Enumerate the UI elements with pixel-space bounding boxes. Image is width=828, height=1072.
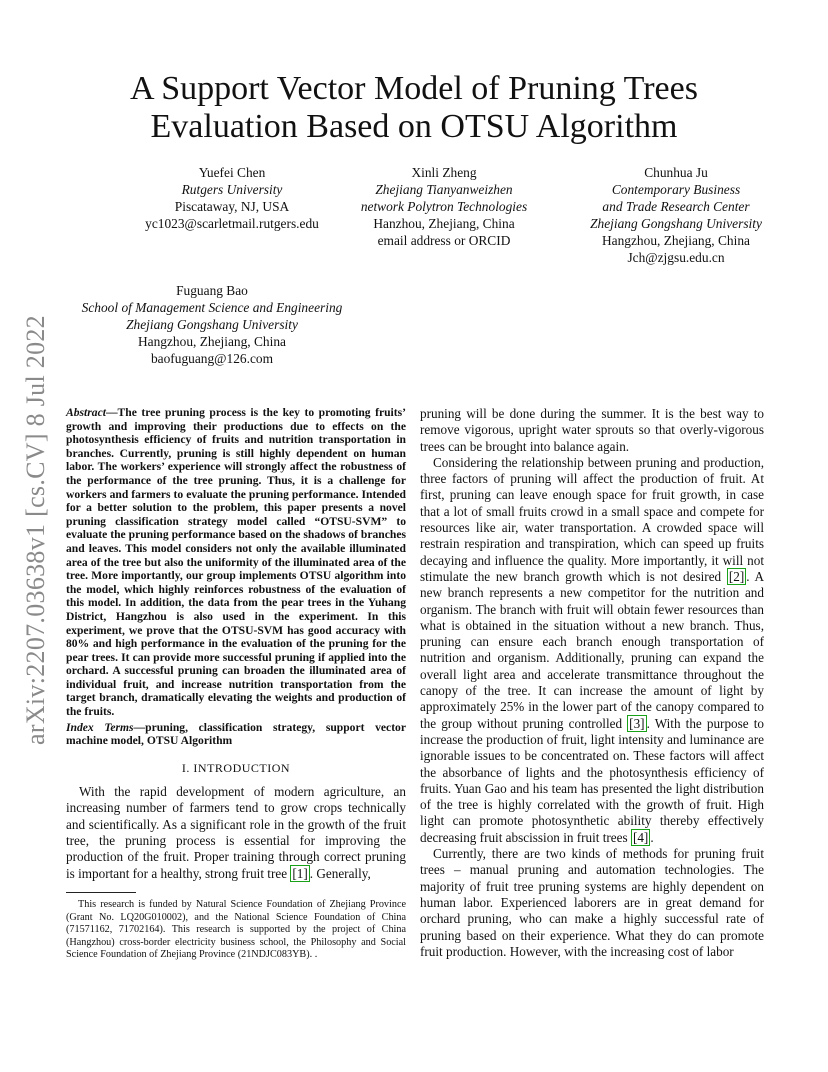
author-location: Hangzhou, Zhejiang, China bbox=[601, 233, 750, 248]
intro-text: With the rapid development of modern agriculture, an increasing number of farmers tend to grow crops technically and scientifically. As a significant role in the growth of the fruit tree, the pruning process is essential for improving the production of the fruit. Proper training through correct pruning is important for a healthy, strong fruit tree bbox=[66, 784, 406, 881]
arxiv-stamp[interactable]: arXiv:2207.03638v1 [cs.CV] 8 Jul 2022 bbox=[21, 315, 50, 745]
author-affiliation: Contemporary Business bbox=[611, 182, 741, 197]
author-email[interactable]: baofuguang@126.com bbox=[150, 351, 274, 366]
body-paragraph: Currently, there are two kinds of methods for pruning fruit trees – manual pruning and automation technologies. The majority of fruit tree pruning systems are highly dependent on human labor. Experienced laborers are in great demand for orchard pruning, who can make a highly successful rate of pruning based on their experience. What they do can promote fruit production. However, with the increasing cost of labor bbox=[420, 846, 764, 959]
author-affiliation: and Trade Research Center bbox=[602, 199, 750, 214]
author-email[interactable]: yc1023@scarletmail.rutgers.edu bbox=[145, 216, 319, 231]
citation-link[interactable]: [4] bbox=[632, 829, 649, 845]
paragraph-text: . A new branch represents a new competitor for the nutrition and organism. The branch with fruit will obtain fewer resources than what is obtained in the situation without a new branch. Thus, pruning can ensure each branch enough transportation of nutrition and organism. Additionally, pruning can expand the overall light area and accelerate transmittance throughout the canopy of the tree. It can increase the amount of light by approximately 25% in the lower part of the canopy compared to the group without pruning controlled bbox=[420, 568, 765, 731]
left-column bbox=[66, 406, 406, 962]
author-location: Hangzhou, Zhejiang, China bbox=[137, 334, 286, 349]
paper-title: A Support Vector Model of Pruning Trees Evaluation Based on OTSU Algorithm bbox=[130, 70, 698, 145]
index-terms-label: Index Terms bbox=[66, 720, 134, 734]
index-terms bbox=[66, 721, 406, 748]
author-email: email address or ORCID bbox=[377, 233, 511, 248]
author-affiliation: Zhejiang Gongshang University bbox=[590, 216, 762, 231]
index-terms-text: —pruning, classification strategy, support vector machine model, OTSU Algorithm bbox=[66, 720, 406, 748]
citation-link[interactable]: [3] bbox=[629, 715, 645, 731]
section-heading: I. INTRODUCTION bbox=[181, 760, 291, 775]
author-name: Xinli Zheng bbox=[411, 165, 477, 180]
paragraph-text: . bbox=[650, 829, 654, 845]
author-block-4 bbox=[62, 282, 362, 367]
author-block-3 bbox=[566, 164, 786, 266]
author-name: Chunhua Ju bbox=[644, 165, 708, 180]
footnote-rule bbox=[66, 892, 136, 893]
author-block-1 bbox=[132, 164, 332, 232]
abstract-label: Abstract bbox=[66, 406, 106, 419]
citation-link[interactable]: [1] bbox=[292, 865, 308, 881]
body-paragraph: pruning will be done during the summer. It is the best way to remove vigorous, upright water sprouts so that overly-vigorous trees can be brought into balance again. bbox=[420, 406, 764, 454]
body-paragraph bbox=[420, 455, 764, 846]
right-column bbox=[420, 406, 764, 960]
author-name: Yuefei Chen bbox=[198, 165, 266, 180]
intro-text-end: . Generally, bbox=[309, 865, 371, 881]
paragraph-text: Considering the relationship between pruning and production, three factors of pruning will affect the production of fruit. At first, pruning can leave enough space for fruit growth, in case that a lot of small fruits crowd in a small space and compete for resources like air, water transportation. A crowded space will restrain respiration and transpiration, which can speed up fruits decaying and influence the quality. More importantly, it will not stimulate the new branch growth which is not desired bbox=[420, 454, 764, 584]
author-name: Fuguang Bao bbox=[176, 283, 248, 298]
author-affiliation: Rutgers University bbox=[181, 182, 283, 197]
intro-paragraph bbox=[66, 784, 406, 882]
abstract-text: —The tree pruning process is the key to promoting fruits’ growth and improving their productions due to effects on the photosynthesis efficiency of fruits and nutrition transportation in branches. Currently, pruning is still highly dependent on human labor. The workers’ experience will strongly affect the robustness of the performance of the tree pruning. Thus, it is a challenge for workers and farmers to evaluate the pruning performance. Intended for a better solution to the problem, this paper presents a novel pruning classification strategy model called “OTSU-SVM” to evaluate the pruning performance based on the shadows of branches and leaves. This model considers not only the available illuminated area of the tree but also the uniformity of the illuminated area of the tree. More importantly, our group implements OTSU algorithm into the model, which highly reinforces robustness of the evaluation of this model. In addition, the data from the pear trees in the Yuhang District, Hangzhou is also used in the experiment. In this experiment, we prove that the OTSU-SVM has good accuracy with 80% and high performance in the evaluation of the pruning for the pear trees. It can provide more successful pruning if applied into the orchard. A successful pruning can broaden the illuminated area of individual fruit, and increase nutrition transportation from the target branch, dramatically elevating the weights and production of the fruits. bbox=[66, 406, 406, 719]
author-block-2 bbox=[340, 164, 548, 249]
author-affiliation: network Polytron Technologies bbox=[360, 199, 528, 214]
author-affiliation: Zhejiang Gongshang University bbox=[126, 317, 298, 332]
footnote: This research is funded by Natural Science Foundation of Zhejiang Province (Grant No. LQ20G010002), and the National Science Foundation of China (71571162, 71702164). This research is supported by the project of China (Hangzhou) cross-border electricity business school, the Philosophy and Social Science Foundation of Zhejiang Province (21NDJC083YB). . bbox=[66, 898, 406, 961]
author-location: Hanzhou, Zhejiang, China bbox=[373, 216, 515, 231]
abstract bbox=[66, 406, 406, 719]
author-email[interactable]: Jch@zjgsu.edu.cn bbox=[627, 250, 725, 265]
author-location: Piscataway, NJ, USA bbox=[174, 199, 290, 214]
citation-link[interactable]: [2] bbox=[728, 568, 745, 584]
paragraph-text: . With the purpose to increase the production of fruit, light intensity and luminance are ignorable issues to be concentrated on. These factors will affect the absorbance of lights and the photosynthesis efficiency of fruits. Yuan Gao and his team has presented the light distribution of the tree is highly correlated with the growth of fruit. High light can promote photosynthetic ability thereby effectively decreasing fruit abscission in fruit trees bbox=[420, 715, 764, 845]
author-affiliation: School of Management Science and Engineering bbox=[81, 300, 343, 315]
author-affiliation: Zhejiang Tianyanweizhen bbox=[375, 182, 513, 197]
